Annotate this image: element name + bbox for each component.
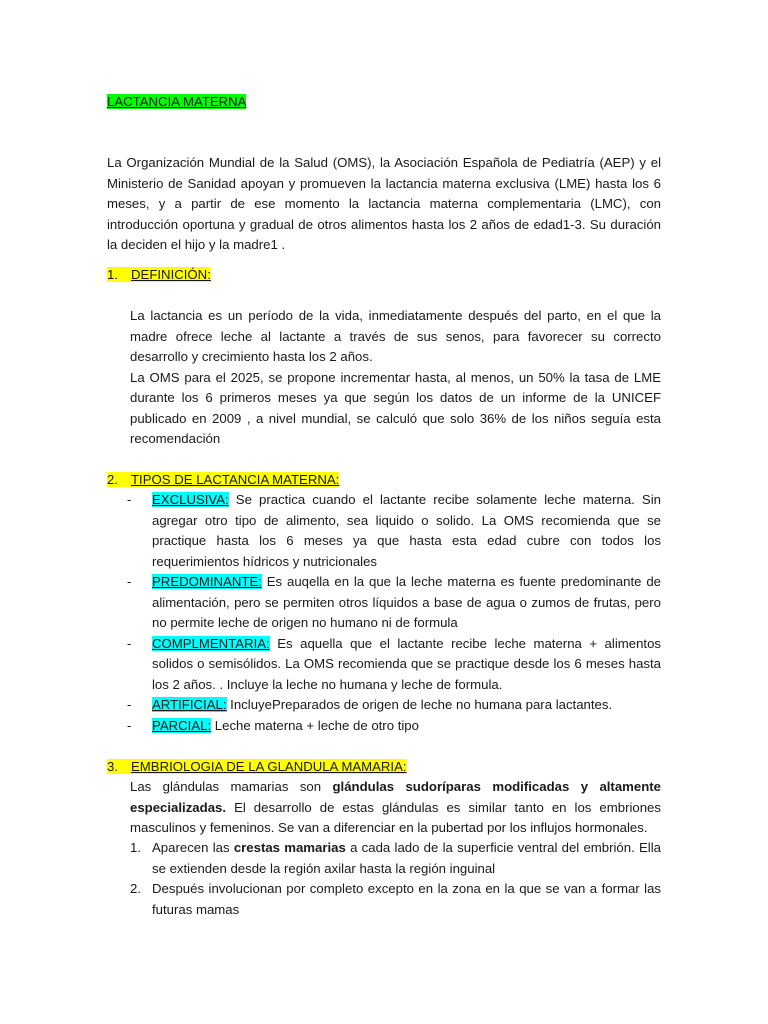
list-item: 1. Aparecen las crestas mamarias a cada lado de la superficie ventral del embrión. Ella se extienden desde la región axilar hasta la región inguinal xyxy=(130,840,662,876)
section-heading-embriologia xyxy=(107,757,407,778)
embriology-list xyxy=(130,838,661,920)
oms-goal-paragraph: La OMS para el 2025, se propone incrementar hasta, al menos, un 50% la tasa de LME durante los 6 primeros meses ya que según los datos de un informe de la UNICEF publicado en 2009 , a nivel mundial, se calculó que solo 36% de los niños seguía esta recomendación xyxy=(130,369,661,446)
types-list xyxy=(107,490,661,736)
definition-paragraph: La lactancia es un período de la vida, inmediatamente después del parto, en el que la madre ofrece leche al lactante a través de sus senos, para favorecer su correcto desarrollo y crecimiento hasta los 2 años. xyxy=(130,308,661,364)
section-heading-definicion xyxy=(107,265,211,286)
heading-highlight: 2. TIPOS DE LACTANCIA MATERNA: xyxy=(107,472,340,487)
intro-paragraph: La Organización Mundial de la Salud (OMS), la Asociación Española de Pediatría (AEP) y el Ministerio de Sanidad apoyan y promueven la lactancia materna exclusiva (LME) hasta los 6 meses, y a partir de ese momento la lactancia materna complementaria (LMC), con introducción oportuna y gradual de otros alimentos hasta los 2 años de edad1-3. Su duración la deciden el hijo y la madre1 . xyxy=(107,155,661,252)
dash-bullet: - xyxy=(127,492,132,507)
embriology-intro: Las glándulas mamarias son glándulas sudoríparas modificadas y altamente especializadas. El desarrollo de estas glándulas es similar tanto en los embriones masculinos y femeninos. Se van a diferenciar en la pubertad por los influjos hormonales. xyxy=(130,779,662,835)
list-item: 2. Después involucionan por completo excepto en la zona en la que se van a formar las futuras mamas xyxy=(130,881,661,917)
definition-block xyxy=(130,306,661,450)
list-item xyxy=(107,490,661,572)
dash-bullet: - xyxy=(127,717,132,733)
type-label: PARCIAL: xyxy=(152,717,212,733)
list-item xyxy=(107,716,661,737)
type-text: Es auqella en la que la leche materna es fuente predominante de alimentación, pero se permiten otros líquidos a base de agua o zumos de frutas, pero no permite leche de origen no humano ni de formula xyxy=(152,574,661,630)
type-text: IncluyePreparados de origen de leche no humana para lactantes. xyxy=(226,697,613,712)
document-title xyxy=(107,92,246,113)
type-text: Es aquella que el lactante recibe leche materna + alimentos solidos o semisólidos. La OMS recomienda que se practique desde los 6 meses hasta los 2 años. . Incluye la leche no humana y leche de formula. xyxy=(152,635,661,692)
type-text: Se practica cuando el lactante recibe solamente leche materna. Sin agregar otro tipo de alimento, sea liquido o solido. La OMS recomienda que se practique hasta los 6 meses ya que hasta esta edad cubre con todos los requerimientos hídricos y nutricionales xyxy=(152,492,661,569)
dash-bullet: - xyxy=(127,635,132,651)
heading-highlight: 1. DEFINICIÓN: xyxy=(107,267,211,282)
list-item xyxy=(107,572,661,634)
dash-bullet: - xyxy=(127,574,132,589)
type-text: Leche materna + leche de otro tipo xyxy=(211,717,419,733)
type-label: COMPLMENTARIA: xyxy=(152,635,270,651)
type-label: ARTIFICIAL: xyxy=(152,697,227,712)
title-highlight: LACTANCIA MATERNA xyxy=(107,94,247,109)
type-label: PREDOMINANTE: xyxy=(152,574,262,589)
section-heading-tipos xyxy=(107,470,339,491)
heading-highlight: 3. EMBRIOLOGIA DE LA GLANDULA MAMARIA: xyxy=(107,759,407,774)
list-item xyxy=(107,634,661,696)
type-label: EXCLUSIVA: xyxy=(152,492,229,507)
dash-bullet: - xyxy=(127,697,132,712)
list-item xyxy=(107,695,661,716)
